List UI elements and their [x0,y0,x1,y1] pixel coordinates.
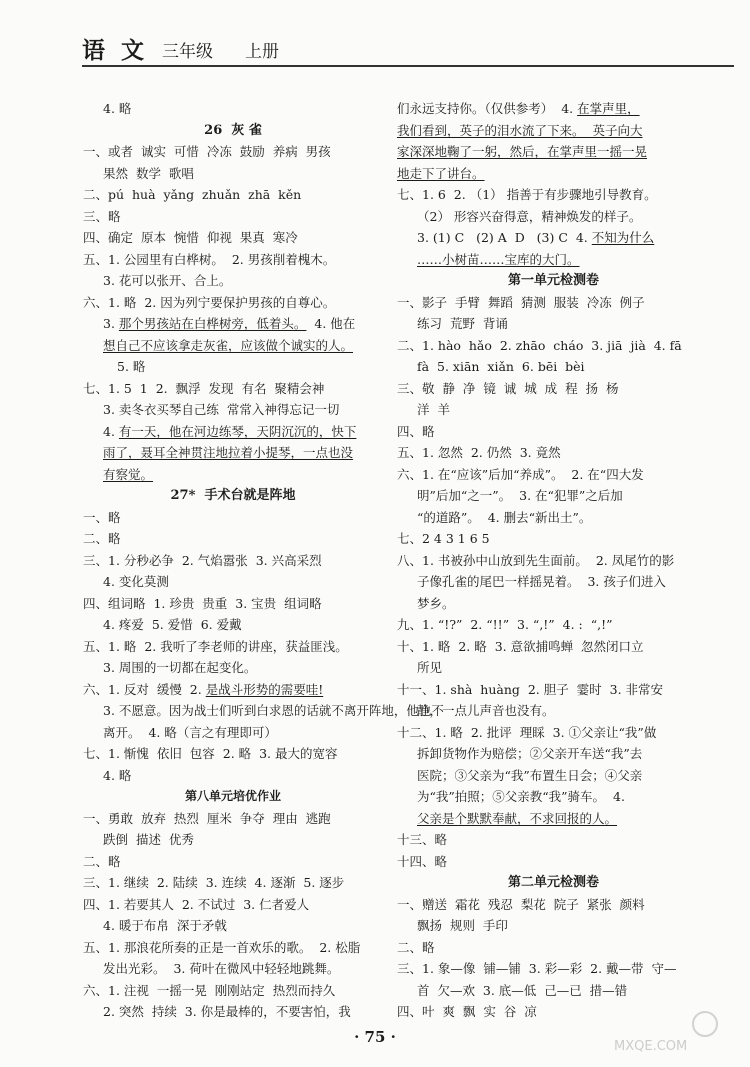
answer-line: 十四、略 [397,853,448,869]
answer-line: 三、1. 继续 2. 陆续 3. 连续 4. 逐渐 5. 逐步 [83,875,345,890]
answer-line: 七、2 4 3 1 6 5 [397,531,490,546]
answer-line: 4. 略 [103,767,132,783]
answer-line [397,120,710,142]
answer-line: 七、1. 惭愧 依旧 包容 2. 略 3. 最大的宽容 [83,746,338,761]
underlined-answer: 有察觉。 [103,466,154,482]
underlined-answer: 是战斗形势的需要哇! [205,681,324,697]
answer-line: 4. 暖于布帛 深于矛戟 [103,918,227,933]
answer-line: 五、1. 忽然 2. 仍然 3. 竟然 [397,445,561,460]
answer-line: 十三、略 [397,832,448,847]
underlined-answer: 家深深地鞠了一躬，然后，在掌声里一摇一晃 [397,144,648,159]
underlined-answer: 雨了，聂耳全神贯注地拉着小提琴，一点也没 [103,445,354,460]
answer-line: 练习 荒野 背诵 [417,316,508,331]
answer-line: 明”后加“之一”。 3. 在“犯罪”之后加 [417,488,623,503]
answer-line: 五、1. 那浪花所奏的正是一首欢乐的歌。 2. 松脂 [83,939,361,955]
answer-line [83,464,383,486]
grade-label: 三年级 [162,42,213,62]
underlined-answer: 不知为什么 [591,230,655,245]
header-rule [82,65,734,67]
answer-line: 首 欠—欢 3. 底—低 己—已 措—错 [417,982,628,998]
answer-line: 飘扬 规则 手印 [417,918,508,933]
answer-line: 六、1. 略 2. 因为列宁要保护男孩的自尊心。 [83,294,336,310]
answer-line: 四、1. 若要其人 2. 不试过 3. 仁者爱人 [83,896,310,912]
answer-line: 六、1. 注视 一摇一晃 刚刚站定 热烈而持久 [83,982,336,998]
section-heading: 27* 手术台就是阵地 [170,488,296,503]
watermark-logo [610,1008,730,1054]
answer-line: 3. 不愿意。因为战士们听到白求恩的话就不离开阵地，他也不 [103,703,444,718]
answer-line [397,163,710,185]
answer-line: 3. 周围的一切都在起变化。 [103,660,257,675]
answer-line: 八、1. 书被孙中山放到先生面前。 2. 凤尾竹的影 [397,552,675,568]
answer-line: 5. 略 [117,359,146,374]
answer-line [83,335,383,357]
answer-line: 3. 花可以张开、合上。 [103,273,232,288]
answer-line: 4. 变化莫测 [103,574,169,589]
section-heading: 第一单元检测卷 [507,273,599,288]
answer-line: 四、确定 原本 惋惜 仰视 果真 寒冷 [83,230,298,245]
answer-line: 五、1. 公园里有白桦树。 2. 男孩削着槐木。 [83,251,336,267]
answer-line: 二、略 [397,939,435,955]
answer-line: 七、1. 6 2. （1） 指善于有步骤地引导教育。 [397,187,657,202]
answer-line: 六、1. 反对 缓慢 2. 是战斗形势的需要哇! [83,681,324,697]
answer-line: 跌倒 描述 优秀 [103,832,194,847]
answer-line: 4. 疼爱 5. 爱惜 6. 爱戴 [103,617,242,632]
answer-line: 3. (1) C (2) A D (3) C 4. 不知为什么 [417,230,655,245]
answer-line: 二、1. hào hǎo 2. zhāo cháo 3. jiā jià 4. fā [397,337,682,353]
answer-line: 四、组词略 1. 珍贵 贵重 3. 宝贵 组词略 [83,595,322,611]
answer-line: 一、或者 诚实 可惜 冷冻 鼓励 养病 男孩 [83,144,331,159]
answer-line: 一、影子 手臂 舞蹈 猜测 服装 冷冻 例子 [397,294,645,310]
answer-line: 发出光彩。 3. 荷叶在微风中轻轻地跳舞。 [103,961,340,976]
answer-line: 离开。 4. 略（言之有理即可） [103,724,277,740]
answer-line: “的道路”。 4. 删去“新出土”。 [417,509,592,525]
underlined-answer: 在掌声里， [577,101,640,116]
section-heading: 第二单元检测卷 [507,875,599,890]
underlined-answer: ……小树苗……宝库的大门。 [417,251,580,267]
answer-line: 果然 数学 歌唱 [103,165,194,181]
term-label: 上册 [245,42,279,62]
answer-line [397,141,710,163]
underlined-answer: 有一天，他在河边练琴，天阴沉沉的，快下 [118,423,357,439]
answer-line: 4. 略 [103,101,132,116]
answer-line: 七、1. 5 1 2. 飘浮 发现 有名 聚精会神 [83,380,325,396]
answer-line: 为“我”拍照；⑤父亲教“我”骑车。 4. [417,789,625,804]
answer-line: （2） 形容兴奋得意，精神焕发的样子。 [417,208,642,224]
answer-line: 九、1. “!?” 2. “!!” 3. “,!” 4. : “,!” [397,617,613,632]
answer-line: 一、略 [83,509,121,525]
answer-line: 十、1. 略 2. 略 3. 意欲捕鸣蝉 忽然闭口立 [397,638,644,654]
answer-line [397,808,710,830]
answer-line: 六、1. 在“应该”后加“养成”。 2. 在“四大发 [397,466,644,482]
underlined-answer: 那个男孩站在白桦树旁，低着头。 [118,316,307,331]
subject-title: 语 文 [82,37,149,64]
answer-line: 子像孔雀的尾巴一样摇晃着。 3. 孩子们进入 [417,574,666,589]
answer-line: 五、1. 略 2. 我听了李老师的讲座，获益匪浅。 [83,638,348,654]
answer-line: fà 5. xiān xiǎn 6. bēi bèi [417,359,585,374]
answer-line: 2. 突然 持续 3. 你是最棒的，不要害怕，我 [103,1004,351,1019]
answer-line: 洋 羊 [417,402,450,417]
answer-line: 三、敬 静 净 镜 诚 城 成 程 扬 杨 [397,380,619,396]
section-heading: 26 灰 雀 [204,122,262,138]
answer-line: 所见 [417,660,443,675]
answer-line: 4. 有一天，他在河边练琴，天阴沉沉的，快下 [103,423,357,439]
page-number: · 75 · [354,1028,396,1046]
underlined-answer: 父亲是个默默奉献，不求回报的人。 [417,810,618,826]
answer-line: 拆卸货物作为赔偿；②父亲开车送“我”去 [417,746,643,761]
answer-line [83,442,383,464]
answer-line: 二、略 [83,853,121,869]
answer-line: 一、赠送 霜花 残忍 梨花 院子 紧张 颜料 [397,896,645,912]
answer-line: 二、略 [83,531,121,546]
underlined-answer: 我们看到，英子的泪水流了下来。 英子向大 [397,122,643,138]
answer-line [397,249,710,271]
answer-line: 们永远支持你。（仅供参考） 4. 在掌声里， [397,101,640,116]
answer-line: 静，一点儿声音也没有。 [417,703,555,718]
section-heading: 第八单元培优作业 [184,789,281,803]
answer-line: 四、略 [397,423,435,439]
answer-column-right [397,98,710,1023]
answer-line: 十一、1. shà huàng 2. 胆子 霎时 3. 非常安 [397,681,664,697]
underlined-answer: 地走下了讲台。 [397,165,485,181]
answer-line: 三、1. 象—像 铺—铺 3. 彩—彩 2. 戴—带 守— [397,961,677,976]
answer-line: 四、叶 爽 飘 实 谷 凉 [397,1004,537,1019]
answer-line: 二、pú huà yǎng zhuǎn zhā kěn [83,187,302,202]
answer-line: 一、勇敢 放弃 热烈 厘米 争夺 理由 逃跑 [83,810,331,826]
answer-line: 3. 那个男孩站在白桦树旁，低着头。 4. 他在 [103,316,356,331]
answer-line: 三、1. 分秒必争 2. 气焰嚣张 3. 兴高采烈 [83,552,322,568]
underlined-answer: 想自己不应该拿走灰雀，应该做个诚实的人。 [103,337,354,353]
answer-line: 医院；③父亲为“我”布置生日会；④父亲 [417,767,643,783]
page-header [82,30,732,64]
answer-line: 3. 卖冬衣买琴自己练 常常入神得忘记一切 [103,402,340,417]
answer-line: 十二、1. 略 2. 批评 理睬 3. ①父亲让“我”做 [397,724,657,740]
answer-line: 梦乡。 [417,595,455,611]
answer-line: 三、略 [83,208,121,224]
watermark-text: MXQE.COM [614,1039,688,1054]
